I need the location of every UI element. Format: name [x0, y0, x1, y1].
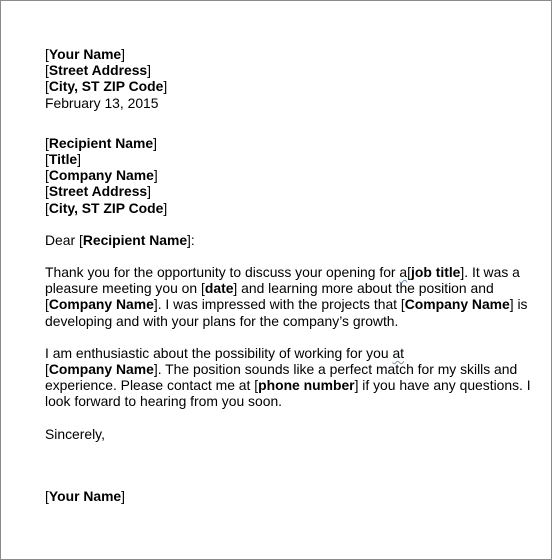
letter-body	[45, 46, 535, 504]
body-paragraph-2: I am enthusiastic about the possibility of working for you at [Company Name]. The position sounds like a perfect match for my skills and experience. Please contact me at [phone number] if you have any questions. I look forward to hearing from you soon.	[45, 344, 531, 410]
p1-company-2: Company Name	[404, 296, 510, 313]
p1-text-5: is developing and with your plans for the company’s growth.	[45, 296, 528, 329]
recipient-name: Recipient Name	[48, 134, 154, 151]
recipient-street: Street Address	[48, 183, 148, 200]
p2-phone: phone number	[258, 377, 355, 394]
p1-text-1: Thank you for the opportunity to discuss your opening for	[45, 264, 400, 281]
sender-street-line: [Street Address]	[45, 62, 152, 79]
p1-text-2: . It was a pleasure meeting you on	[45, 264, 520, 297]
recipient-city-line: [City, ST ZIP Code]	[45, 199, 168, 216]
recipient-city: City, ST ZIP Code	[48, 199, 164, 216]
p2-text-2: . The position sounds like a perfect match for my skills and experience. Please contact me at	[45, 361, 518, 394]
p1-text-4: . I was impressed with the projects that	[157, 296, 401, 313]
sender-name-line: [Your Name]	[45, 46, 126, 62]
recipient-title-line: [Title]	[45, 151, 82, 168]
salutation-suffix: :	[190, 231, 195, 248]
p1-job-title: job title	[411, 264, 461, 281]
p2-text-1: I am enthusiastic about the possibility of working for you	[45, 344, 393, 361]
salutation: Dear [Recipient Name]:	[45, 231, 195, 248]
salutation-name: Recipient Name	[82, 231, 188, 248]
p1-text-3: and learning more about the position and	[237, 280, 494, 297]
sender-city: City, ST ZIP Code	[48, 78, 164, 95]
recipient-title: Title	[48, 151, 78, 168]
body-paragraph-1: Thank you for the opportunity to discuss your opening for a[job title]. It was a pleasure meeting you on [date] and learning more about the position and [Company Name]. I was impressed with the projects that [Company Name] is developing and with your plans for the company’s growth.	[45, 264, 528, 329]
p1-company-1: Company Name	[48, 296, 154, 313]
p2-text-3: if you have any questions. I look forward to hearing from you soon.	[45, 377, 531, 410]
closing-name: Your Name	[48, 487, 122, 504]
p2-spelling-mark: at	[392, 344, 405, 361]
sender-city-line: [City, ST ZIP Code]	[45, 78, 168, 95]
sender-block	[45, 46, 535, 111]
recipient-company: Company Name	[48, 167, 154, 184]
sender-street: Street Address	[48, 62, 148, 79]
p2-company: Company Name	[48, 361, 154, 378]
closing-text: Sincerely,	[45, 425, 105, 442]
recipient-company-line: [Company Name]	[45, 167, 158, 184]
salutation-prefix: Dear	[45, 231, 79, 248]
p1-date: date	[204, 280, 234, 297]
letter-date: February 13, 2015	[45, 94, 159, 111]
p1-spelling-mark: a	[399, 264, 408, 281]
closing-name-line: [Your Name]	[45, 487, 126, 504]
sender-name: Your Name	[48, 46, 122, 62]
recipient-street-line: [Street Address]	[45, 183, 152, 200]
recipient-block	[45, 135, 535, 216]
recipient-name-line: [Recipient Name]	[45, 134, 157, 151]
